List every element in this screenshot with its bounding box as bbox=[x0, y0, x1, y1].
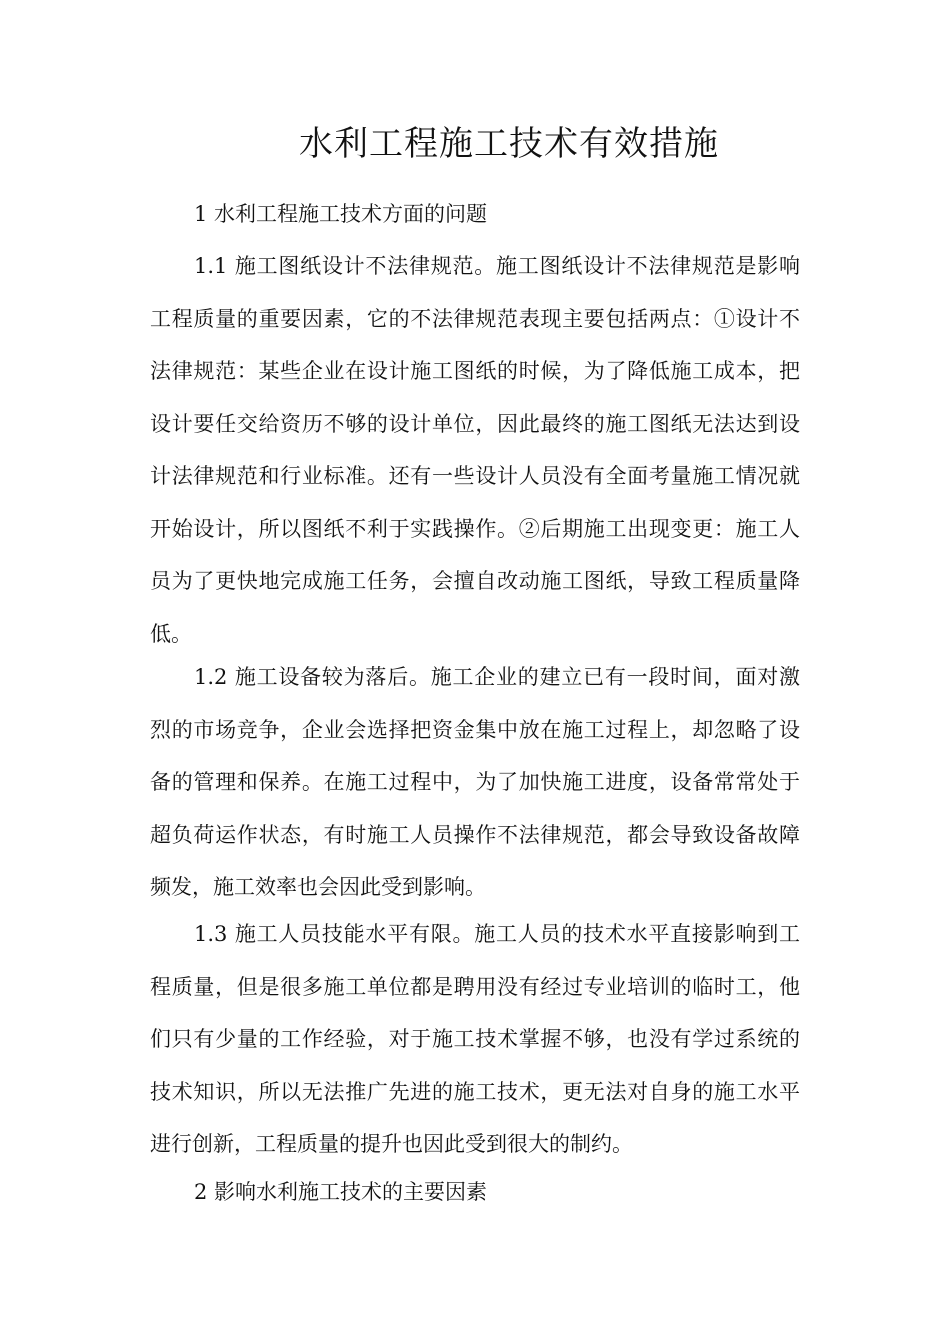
section-heading-1: 1 水利工程施工技术方面的问题 bbox=[194, 202, 488, 226]
paragraph-1-2: 1.2 施工设备较为落后。施工企业的建立已有一段时间，面对激烈的市场竞争，企业会选择把资金集中放在施工过程上，却忽略了设备的管理和保养。在施工过程中，为了加快施工进度，设备常常处于超负荷运作状态，有时施工人员操作不法律规范，都会导致设备故障频发，施工效率也会因此受到影响。 bbox=[150, 665, 800, 899]
paragraph-1-1: 1.1 施工图纸设计不法律规范。施工图纸设计不法律规范是影响工程质量的重要因素，它的不法律规范表现主要包括两点：①设计不法律规范：某些企业在设计施工图纸的时候，为了降低施工成本，把设计要任交给资历不够的设计单位，因此最终的施工图纸无法达到设计法律规范和行业标准。还有一些设计人员没有全面考量施工情况就开始设计，所以图纸不利于实践操作。②后期施工出现变更：施工人员为了更快地完成施工任务，会擅自改动施工图纸，导致工程质量降低。 bbox=[150, 254, 800, 646]
document-title: 水利工程施工技术有效措施 bbox=[299, 124, 719, 164]
section-heading-2: 2 影响水利施工技术的主要因素 bbox=[194, 1180, 488, 1204]
paragraph-1-3: 1.3 施工人员技能水平有限。施工人员的技术水平直接影响到工程质量，但是很多施工单位都是聘用没有经过专业培训的临时工，他们只有少量的工作经验，对于施工技术掌握不够，也没有学过系统的技术知识，所以无法推广先进的施工技术，更无法对自身的施工水平进行创新，工程质量的提升也因此受到很大的制约。 bbox=[150, 922, 800, 1156]
